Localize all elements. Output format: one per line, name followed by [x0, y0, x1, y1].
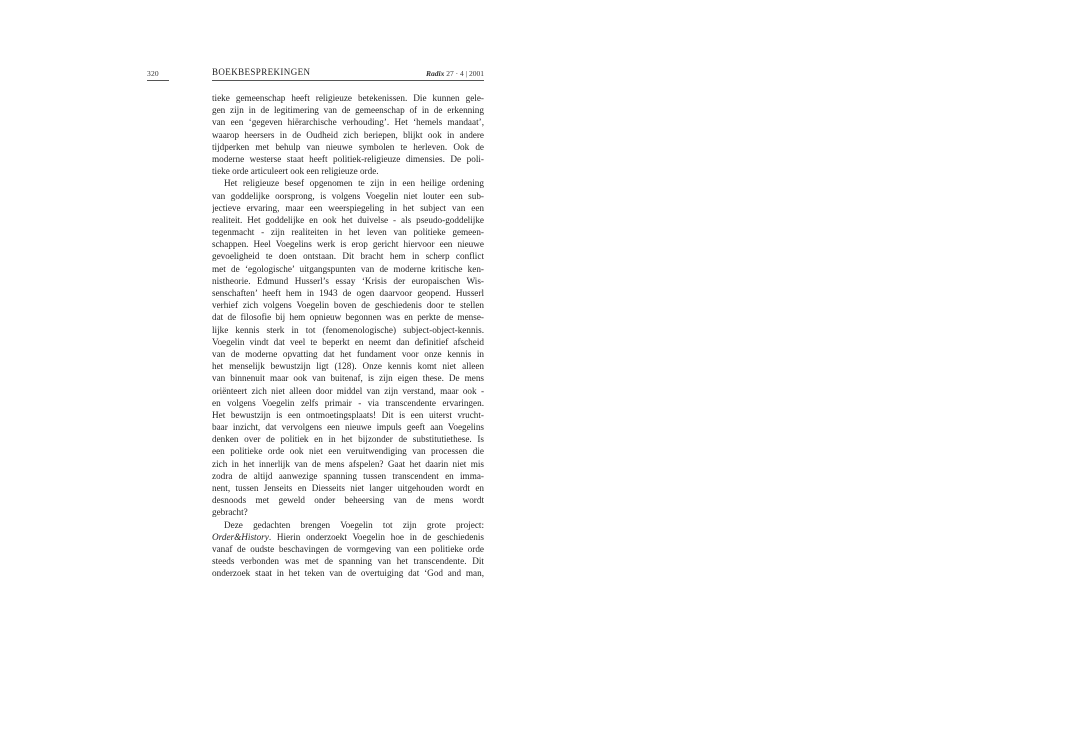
text-line: van de moderne opvatting dat het fundament voor onze kennis in: [212, 348, 484, 359]
text-line: nent, tussen Jenseits en Diesseits niet langer uitgehouden wordt en: [212, 483, 484, 493]
text-line: Voegelin vindt dat veel te beperkt en neemt dan definitief afscheid: [212, 336, 484, 347]
journal-issue: 27 · 4 | 2001: [446, 69, 484, 78]
text-line: een politieke orde ook niet een veruitwendiging van processen die: [212, 446, 484, 457]
text-line: zodra de altijd aanwezige spanning tussen transcendent en imma-: [212, 470, 484, 481]
text-line: tegenmacht - zijn realiteiten in het leven van politieke gemeen-: [212, 227, 484, 238]
text-line: zich in het innerlijk van de mens afspelen? Gaat het daarin niet mis: [212, 458, 484, 469]
text-line: senschaften’ heeft hem in 1943 de ogen daarvoor geopend. Husserl: [212, 288, 484, 298]
journal-reference: [380, 69, 484, 78]
text-line: onderzoek staat in het teken van de overtuiging dat ‘God and man,: [212, 568, 484, 579]
text-line: [212, 531, 484, 543]
text-line: vanaf de oudste beschavingen de vormgeving van een politieke orde: [212, 543, 484, 554]
text-line: schappen. Heel Voegelins werk is erop gericht hiervoor een nieuwe: [212, 239, 484, 250]
text-line: gebracht?: [212, 507, 248, 518]
body-text: [212, 92, 484, 580]
section-title: BOEKBESPREKINGEN: [212, 67, 311, 77]
page-number: 320: [147, 69, 159, 78]
text-line: jectieve ervaring, maar een weerspiegeling in het subject van een: [212, 202, 484, 213]
text-line: tieke orde articuleert ook een religieuze orde.: [212, 166, 379, 177]
text-line: nistheorie. Edmund Husserl’s essay ‘Krisis der europaischen Wis-: [212, 275, 484, 286]
text-line: van goddelijke oorsprong, is volgens Voegelin niet louter een sub-: [212, 190, 484, 201]
book-title: Order&History: [212, 531, 269, 542]
text-fragment: . Hierin onderzoekt Voegelin hoe in de geschiedenis: [268, 531, 484, 542]
text-line: met de ‘egologische’ uitgangspunten van de moderne kritische ken-: [212, 263, 484, 274]
text-line: Het religieuze besef opgenomen te zijn in een heilige ordening: [224, 178, 484, 189]
header-rule: [212, 80, 484, 81]
text-line: tijdperken met behulp van nieuwe symbolen te herleven. Ook de: [212, 141, 484, 152]
text-line: van een ‘gegeven hiërarchische verhouding’. Het ‘hemels mandaat’,: [212, 117, 484, 128]
text-line: verhief zich volgens Voegelin boven de geschiedenis door te stellen: [212, 300, 484, 311]
header-rule-left: [147, 80, 169, 81]
text-line: lijke kennis sterk in tot (fenomenologische) subject-object-kennis.: [212, 324, 484, 335]
text-line: gen zijn in de legitimering van de gemeenschap of in de erkenning: [212, 105, 484, 116]
text-line: realiteit. Het goddelijke en ook het duivelse - als pseudo-goddelijke: [212, 214, 484, 225]
text-line: gevoeligheid te doen ontstaan. Dit bracht hem in scherp conflict: [212, 251, 484, 262]
text-line: tieke gemeenschap heeft religieuze betekenissen. Die kunnen gele-: [212, 93, 484, 103]
text-line: desnoods met geweld onder beheersing van de mens wordt: [212, 495, 484, 506]
journal-name: Radix: [426, 69, 445, 78]
text-line: oriënteert zich niet alleen door middel van zijn verstand, maar ook -: [212, 385, 484, 396]
text-line: waarop heersers in de Oudheid zich beriepen, blijkt ook in andere: [212, 129, 484, 140]
text-line: het menselijk bewustzijn ligt (128). Onze kennis komt niet alleen: [212, 361, 484, 372]
text-line: dat de filosofie bij hem opnieuw begonnen was en perkte de mense-: [212, 312, 484, 323]
text-line: moderne westerse staat heeft politiek-religieuze dimensies. De poli-: [212, 153, 484, 164]
text-line: van binnenuit maar ook van buitenaf, is zijn eigen these. De mens: [212, 373, 484, 384]
text-line: denken over de politiek en in het bijzonder de substitutiethese. Is: [212, 434, 484, 445]
text-line: Het bewustzijn is een ontmoetingsplaats! Dit is een uiterst vrucht-: [212, 409, 484, 420]
text-line: steeds verbonden was met de spanning van het transcendente. Dit: [212, 556, 484, 567]
text-line: en volgens Voegelin zelfs primair - via transcendente ervaringen.: [212, 397, 484, 408]
text-line: baar inzicht, dat vervolgens een nieuwe impuls geeft aan Voegelins: [212, 422, 484, 433]
text-line: Deze gedachten brengen Voegelin tot zijn grote project:: [224, 519, 484, 530]
